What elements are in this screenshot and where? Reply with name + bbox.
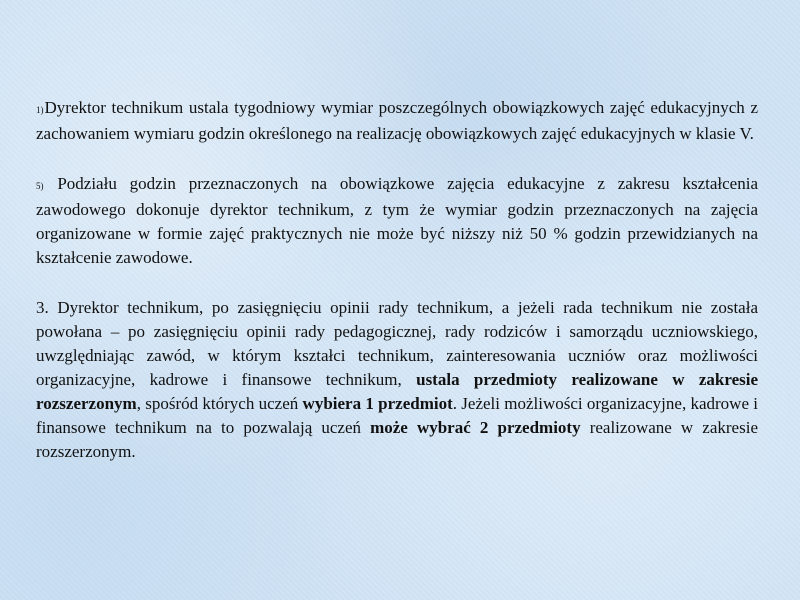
paragraph-3-bold-3: może wybrać 2 przedmioty [370, 418, 581, 437]
paragraph-3-text-1: 3. Dyrektor technikum, po zasięgnięciu opinii rady technikum, a jeżeli rada technikum nie została powołana – po zasięgnięciu opinii rady pedagogicznej, rady rodziców i samorządu uczniowskiego, uwzględniając zawód, w którym kształci technikum, zainteresowania uczniów oraz możliwości organizacyjne, kadrowe i finansowe technikum, [36, 298, 758, 389]
paragraph-3-text-3: . Jeżeli możliwości organizacyjne, kadrowe i finansowe technikum na to pozwalają uczeń [36, 394, 759, 437]
numbered-paragraph-3 [36, 296, 758, 464]
footnote-marker-1: 1) [36, 105, 44, 115]
slide-content [36, 96, 758, 464]
paragraph-3-bold-2: wybiera 1 przedmiot [302, 394, 453, 413]
footnote-paragraph-5 [36, 172, 758, 270]
paragraph-3-text-4: realizowane w zakresie rozszerzonym. [36, 418, 758, 461]
footnote-text-1: Dyrektor technikum ustala tygodniowy wymiar poszczególnych obowiązkowych zajęć edukacyjnych z zachowaniem wymiaru godzin określonego na realizację obowiązkowych zajęć edukacyjnych w klasie V. [36, 98, 758, 143]
footnote-marker-5: 5) [36, 181, 44, 191]
footnote-paragraph-1 [36, 96, 758, 146]
paragraph-3-bold-1: ustala przedmioty realizowane w zakresie rozszerzonym [36, 370, 758, 413]
paragraph-3-text-2: , spośród których uczeń [136, 394, 299, 413]
footnote-text-5: Podziału godzin przeznaczonych na obowiązkowe zajęcia edukacyjne z zakresu kształcenia zawodowego dokonuje dyrektor technikum, z tym że wymiar godzin przeznaczonych na zajęcia organizowane w formie zajęć praktycznych nie może być niższy niż 50 % godzin przewidzianych na kształcenie zawodowe. [36, 174, 758, 267]
